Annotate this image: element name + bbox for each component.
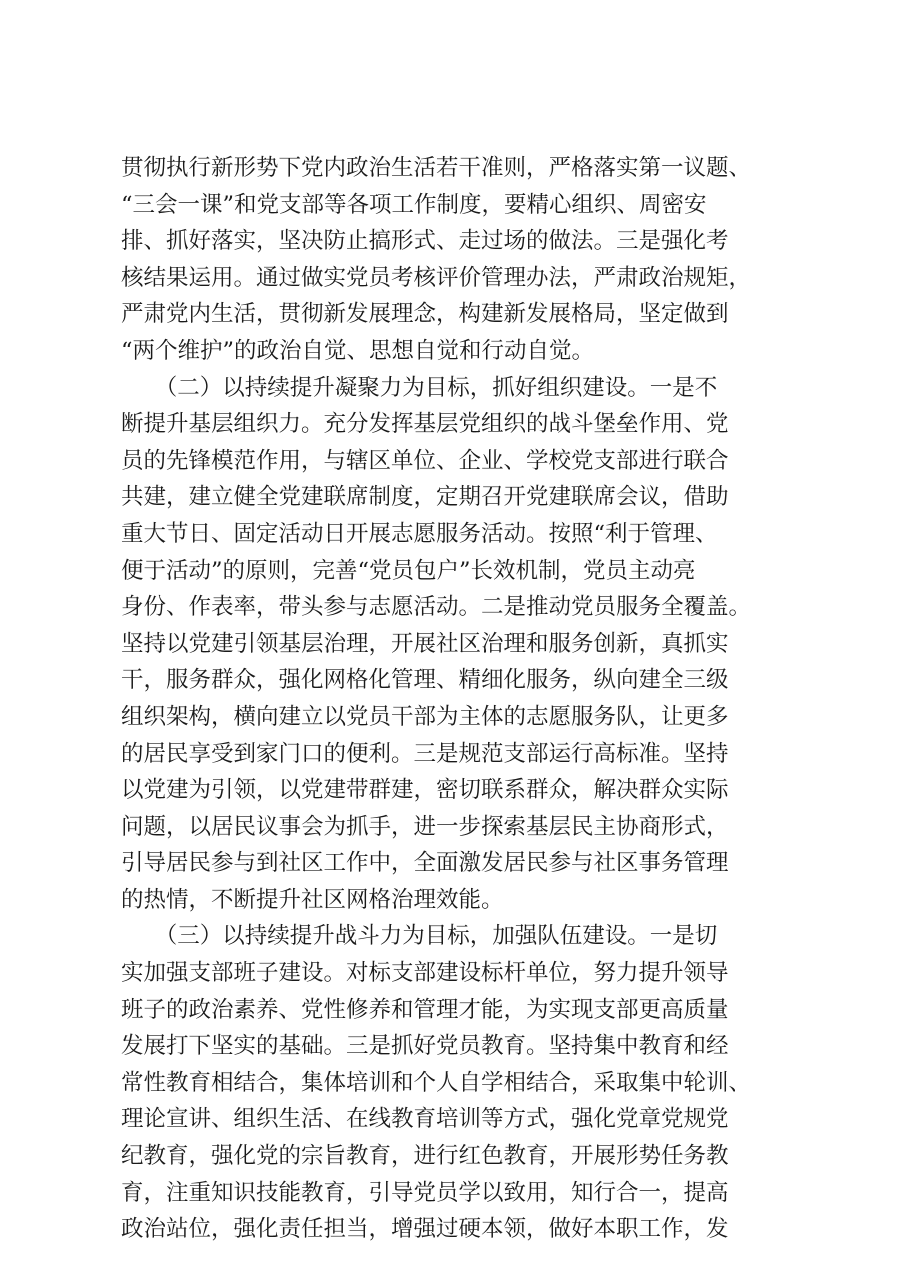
text-line: 身份、作表率，带头参与志愿活动。二是推动党员服务全覆盖。: [121, 594, 752, 621]
text-line: 纪教育，强化党的宗旨教育，进行红色教育，开展形势任务教: [121, 1143, 729, 1170]
text-line: 的热情，不断提升社区网格治理效能。: [121, 886, 504, 913]
text-line: 员的先锋模范作用，与辖区单位、企业、学校党支部进行联合: [121, 447, 729, 474]
text-line: 以党建为引领，以党建带群建，密切联系群众，解决群众实际: [121, 777, 729, 804]
text-line: 贯彻执行新形势下党内政治生活若干准则，严格落实第一议题、: [121, 155, 752, 181]
body-text: [121, 150, 811, 1248]
text-line: “两个维护”的政治自觉、思想自觉和行动自觉。: [121, 337, 595, 364]
text-line: 理论宣讲、组织生活、在线教育培训等方式，强化党章党规党: [121, 1106, 729, 1133]
text-line: 引导居民参与到社区工作中，全面激发居民参与社区事务管理: [121, 850, 729, 877]
text-line: 育，注重知识技能教育，引导党员学以致用，知行合一，提高: [121, 1179, 729, 1206]
text-line: 严肃党内生活，贯彻新发展理念，构建新发展格局，坚定做到: [121, 301, 729, 328]
text-line: 排、抓好落实，坚决防止搞形式、走过场的做法。三是强化考: [121, 228, 729, 255]
section-heading-line: （三）以持续提升战斗力为目标，加强队伍建设。一是切: [121, 923, 718, 950]
text-line: 的居民享受到家门口的便利。三是规范支部运行高标准。坚持: [121, 740, 729, 767]
text-line: 便于活动”的原则，完善“党员包户”长效机制，党员主动亮: [121, 557, 696, 584]
text-line: 实加强支部班子建设。对标支部建设标杆单位，努力提升领导: [121, 960, 729, 987]
text-line: 班子的政治素养、党性修养和管理才能，为实现支部更高质量: [121, 996, 729, 1023]
text-line: 常性教育相结合，集体培训和个人自学相结合，采取集中轮训、: [121, 1069, 752, 1096]
text-line: “三会一课”和党支部等各项工作制度，要精心组织、周密安: [121, 191, 707, 218]
text-line: 断提升基层组织力。充分发挥基层党组织的战斗堡垒作用、党: [121, 411, 729, 438]
section-heading-line: （二）以持续提升凝聚力为目标，抓好组织建设。一是不: [121, 374, 718, 401]
text-line: 组织架构，横向建立以党员干部为主体的志愿服务队，让更多: [121, 703, 729, 730]
text-line: 问题，以居民议事会为抓手，进一步探索基层民主协商形式，: [121, 813, 729, 840]
text-line: 发展打下坚实的基础。三是抓好党员教育。坚持集中教育和经: [121, 1033, 729, 1060]
text-line: 干，服务群众，强化网格化管理、精细化服务，纵向建全三级: [121, 667, 729, 694]
text-line: 政治站位，强化责任担当，增强过硬本领，做好本职工作，发: [121, 1216, 729, 1243]
text-line: 核结果运用。通过做实党员考核评价管理办法，严肃政治规矩，: [121, 264, 752, 291]
text-line: 重大节日、固定活动日开展志愿服务活动。按照“利于管理、: [121, 520, 718, 547]
text-line: 共建，建立健全党建联席制度，定期召开党建联席会议，借助: [121, 484, 729, 511]
text-line: 坚持以党建引领基层治理，开展社区治理和服务创新，真抓实: [121, 630, 729, 657]
